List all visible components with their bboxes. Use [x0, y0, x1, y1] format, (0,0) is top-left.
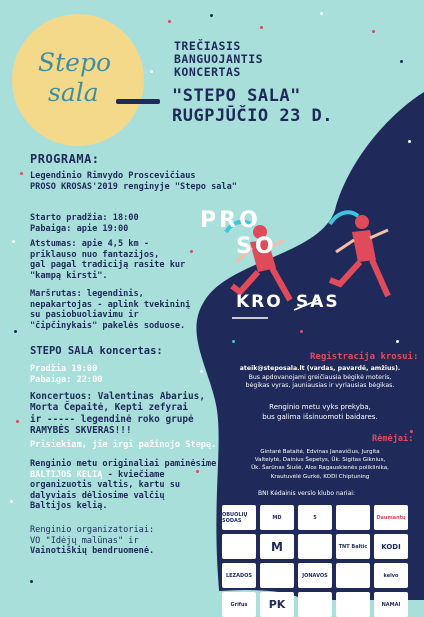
baltijos-kelias [30, 459, 216, 512]
sponsor-logo: TNT Baltic [336, 534, 370, 559]
header-line-1: TREČIASIS [174, 39, 241, 53]
proso-word-1: PRO [200, 208, 261, 233]
sponsor-logo: M [260, 534, 294, 559]
organizers-3: Vainotiškių bendruomenė. [30, 546, 155, 557]
memo-2-rest: - kviečiame [102, 469, 165, 480]
sponsors-line-2: Valteiytė, Dainius Šepetys, Ūk. Sigitas Giknius, [254, 457, 386, 464]
memo-2-highlight: BALTIJOS KELIĄ [30, 469, 103, 480]
bni-text: BNI Kėdainis verslo klubo nariai: [258, 490, 355, 497]
logo-dash [116, 99, 160, 104]
sponsors-text [222, 448, 418, 481]
sponsor-logos [222, 505, 408, 617]
trade-line-1: Renginio metu vyks prekyba, [269, 403, 371, 411]
sponsors-line-1: Gintarė Bataitė, Edvinas Janavičius, Jurgita [260, 449, 380, 455]
sponsor-logo: MD [260, 505, 294, 530]
koncertas-end: Pabaiga: 22:00 [30, 374, 103, 385]
sponsors-line-4: Krautuvėlė Gurkė, KODI Chiptuning [270, 473, 370, 480]
memo-2 [30, 470, 216, 481]
trade-text [222, 403, 418, 422]
sponsor-logo: Grifus [222, 592, 256, 617]
programa-end: Pabaiga: apie 19:00 [30, 223, 129, 234]
koncertas-performers [30, 391, 205, 437]
sponsor-logo [336, 505, 370, 530]
performers-2: Morta Čepaitė, Kepti zefyrai [30, 402, 189, 414]
header [174, 40, 263, 79]
sponsor-logo: NAMAI [374, 592, 408, 617]
organizers-2: VO "Idėjų malūnas" ir [30, 535, 139, 546]
event-title [172, 86, 333, 126]
sponsor-logo: PK [260, 592, 294, 617]
programa-intro [30, 171, 237, 192]
header-line-2: BANGUOJANTIS [174, 52, 264, 66]
programa-intro-2: PROSO KROSAS'2019 renginyje "Stepo sala" [30, 181, 237, 192]
title-line-1: "STEPO SALA" [172, 86, 301, 106]
sponsor-logo [336, 563, 370, 588]
programa-route-3: su pasiobuoliavimu ir [30, 310, 139, 321]
koncertas-start: Pradžia 19:00 [30, 364, 98, 374]
registration-heading: Registracija krosui: [310, 352, 419, 362]
programa-distance-1: Atstumas: apie 4,5 km - [30, 239, 149, 249]
performers-4: RAMYBĖS SKVERAS!!! [30, 425, 132, 437]
sponsor-logo: KODI [374, 534, 408, 559]
programa-route [30, 289, 190, 331]
memo-3: organizuotis valtis, kartu su [30, 480, 181, 491]
registration-line-1: ateik@steposala.lt (vardas, pavardė, amžius). [239, 365, 401, 372]
krosas-word-1: KRO [236, 292, 283, 312]
sponsor-logo: 5 [298, 505, 332, 530]
programa-times [30, 213, 139, 234]
programa-distance-4: "kampą kirsti". [30, 270, 108, 281]
stepo-sala-logo [12, 14, 144, 146]
sponsor-logo [298, 534, 332, 559]
programa-distance-2: priklauso nuo fantazijos, [30, 249, 160, 260]
programa-route-4: "čipčinykais" pakelės soduose. [30, 320, 186, 331]
koncertas-heading: STEPO SALA koncertas: [30, 345, 163, 357]
programa-start: Starto pradžia: 18:00 [30, 213, 139, 223]
memo-1: Renginio metu originaliai paminėsime [30, 459, 217, 469]
registration-line-3: bėgikas vyras, jauniausias ir vyriausias bėgikas. [245, 382, 395, 390]
sponsors-heading: Rėmėjai: [372, 434, 414, 444]
title-line-2: RUGPJŪČIO 23 D. [172, 106, 334, 126]
programa-intro-1: Legendinio Rimvydo Proscevičiaus [30, 171, 196, 181]
organizers-1: Renginio organizatoriai: [30, 525, 155, 535]
sponsor-logo: OBUOLIŲ SODAS [222, 505, 256, 530]
programa-route-1: Maršrutas: legendinis, [30, 289, 144, 299]
trade-line-2: bus galima išsinuomoti baidares. [262, 412, 378, 421]
registration-line-2: Bus apdovanojami greičiausia bėgikė moteris, [248, 373, 392, 381]
logo-text-1: Stepo [38, 48, 112, 77]
koncertas-times [30, 364, 102, 385]
koncertas-promise: Prisiekiam, jie irgi pažinojo Stepą. [30, 440, 217, 450]
programa-distance [30, 239, 185, 281]
registration-text [222, 365, 418, 391]
header-line-3: KONCERTAS [174, 65, 241, 79]
sponsor-logo [298, 592, 332, 617]
sponsors-line-3: Ūk. Šarūnas Šiušė, Alos Ragauskienės poliklinika, [251, 465, 389, 472]
performers-3: ir ----- legendinė roko grupė [30, 413, 194, 425]
sponsor-logo [260, 563, 294, 588]
krosas-word-2: SAS [296, 292, 340, 312]
sponsor-logo: Daumantų [374, 505, 408, 530]
programa-distance-3: gal pagal tradiciją rasite kur [30, 260, 186, 271]
proso-word-2: SO [236, 234, 277, 259]
performers-1: Koncertuos: Valentinas Abarius, [30, 391, 205, 402]
sponsor-logo [336, 592, 370, 617]
programa-route-2: nepakartojas - aplink tvekininį [30, 299, 191, 310]
sponsor-logo: kelvo [374, 563, 408, 588]
logo-text-2: sala [48, 78, 99, 107]
sponsor-logo [222, 534, 256, 559]
programa-heading: PROGRAMA: [30, 152, 100, 166]
sponsor-logo: JONAVOS [298, 563, 332, 588]
sponsor-logo: LEZADOS [222, 563, 256, 588]
memo-4: dalyviais dėliosime valčių [30, 490, 165, 501]
organizers [30, 525, 154, 557]
memo-5: Baltijos kelią. [30, 501, 108, 512]
